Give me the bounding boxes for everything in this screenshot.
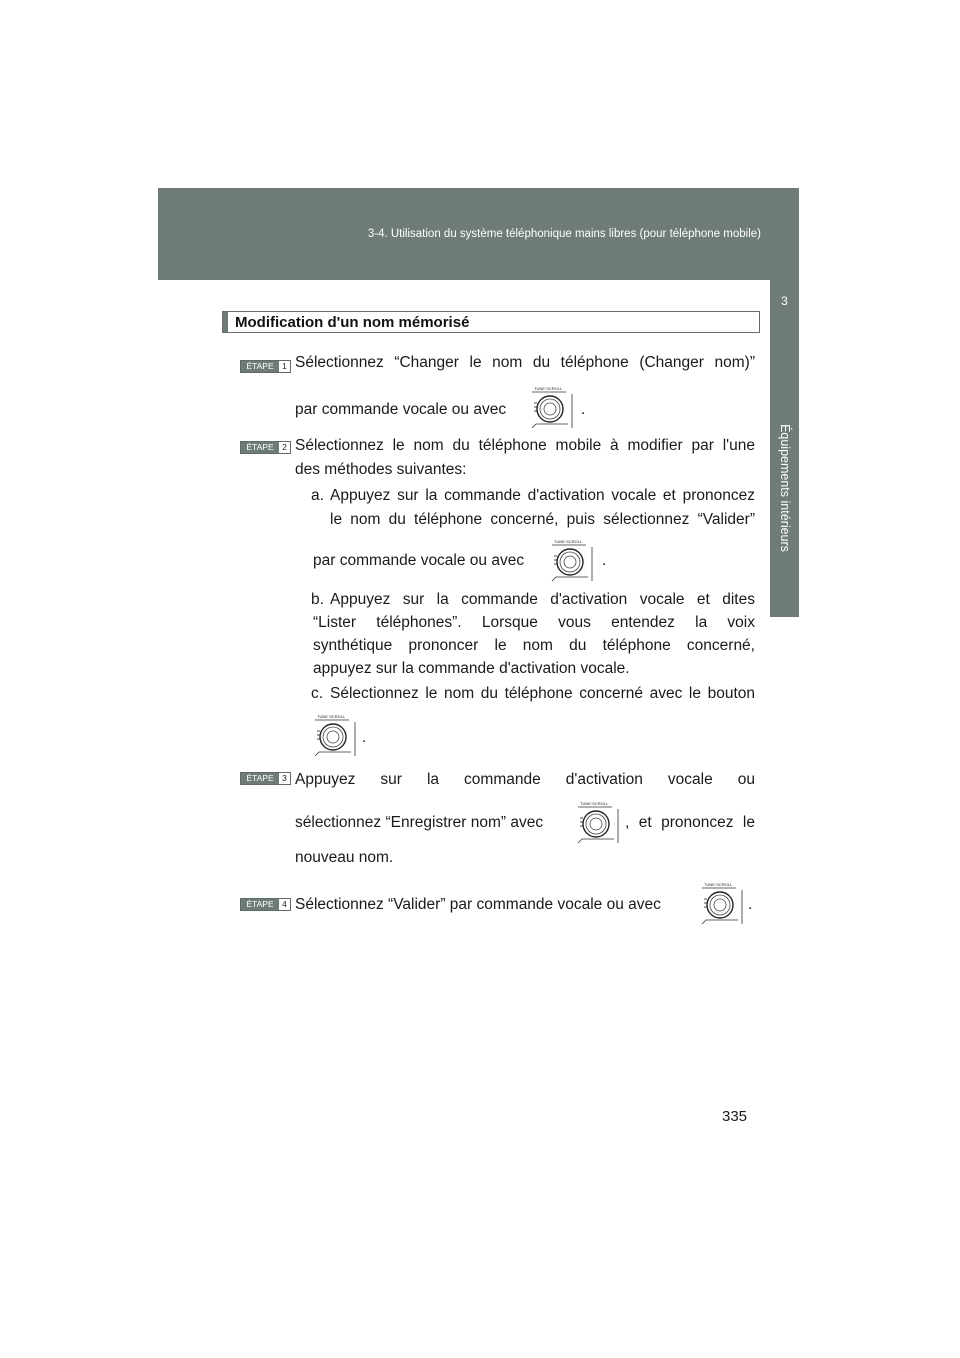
step-3-text-line-2-start: sélectionnez “Enregistrer nom” avec [295,814,544,831]
step-word: ÉTAPE [241,899,279,910]
knob-label: TUNE·SCROLL [554,539,583,544]
step-3-text-line-2-end: , et prononcez le [625,814,755,831]
step-3-text-line-1: Appuyez sur la commande d'activation vocale ou [295,771,755,788]
step-badge-1 [240,360,291,373]
tune-scroll-knob-icon [548,537,596,587]
step-2a-line-2: le nom du téléphone concerné, puis sélectionnez “Valider” [330,511,755,528]
side-tab-number: 3 [781,294,788,308]
step-badge-3 [240,772,291,785]
section-title-accent [223,312,228,332]
step-1-text-line-2: par commande vocale ou avec [295,401,507,418]
step-2-text-line-1: Sélectionnez le nom du téléphone mobile à modifier par l'une [295,437,755,454]
step-number: 3 [282,773,287,783]
step-2c-line-1: Sélectionnez le nom du téléphone concerné avec le bouton [330,685,755,702]
step-1-text-end: . [581,401,586,418]
section-side-tab [770,280,799,617]
step-1-text-line-1: Sélectionnez “Changer le nom du téléphone (Changer nom)” [295,354,755,371]
step-4-text-end: . [748,896,753,913]
step-number: 4 [282,899,287,909]
chapter-title: 3-4. Utilisation du système téléphonique mains libres (pour téléphone mobile) [367,228,761,240]
side-tab-label: Équipements intérieurs [778,424,792,552]
step-badge-4 [240,898,291,911]
tune-scroll-knob-icon [698,880,746,930]
page-number: 335 [722,1108,748,1125]
section-title-box [222,311,760,333]
step-2b-line-1: Appuyez sur la commande d'activation vocale et dites [330,591,755,608]
step-2-text-line-2: des méthodes suivantes: [295,461,467,478]
knob-label: TUNE·SCROLL [317,714,346,719]
step-2b-line-2: “Lister téléphones”. Lorsque vous entendez la voix [313,614,755,631]
chapter-header-band [158,188,799,280]
section-title: Modification d'un nom mémorisé [235,314,470,331]
knob-label: TUNE·SCROLL [704,882,733,887]
tune-scroll-knob-icon [528,384,576,434]
step-2a-end: . [602,552,607,569]
step-2b-line-4: appuyez sur la commande d'activation vocale. [313,660,630,677]
step-number: 2 [282,442,287,452]
step-number: 1 [282,361,287,371]
step-2c-marker: c. [311,685,324,702]
step-badge-2 [240,441,291,454]
step-word: ÉTAPE [241,442,279,453]
tune-scroll-knob-icon [311,712,359,762]
step-word: ÉTAPE [241,361,279,372]
step-2b-line-3: synthétique prononcer le nom du téléphone concerné, [313,637,755,654]
step-2a-line-3: par commande vocale ou avec [313,552,525,569]
step-4-text-line-1: Sélectionnez “Valider” par commande vocale ou avec [295,896,661,913]
step-word: ÉTAPE [241,773,279,784]
knob-label: TUNE·SCROLL [534,386,563,391]
step-2b-marker: b. [311,591,324,608]
step-2c-end: . [362,729,367,746]
knob-label: TUNE·SCROLL [580,801,609,806]
step-2a-marker: a. [311,487,324,504]
step-2a-line-1: Appuyez sur la commande d'activation vocale et prononcez [330,487,755,504]
step-3-text-line-3: nouveau nom. [295,849,394,866]
tune-scroll-knob-icon [574,799,622,849]
